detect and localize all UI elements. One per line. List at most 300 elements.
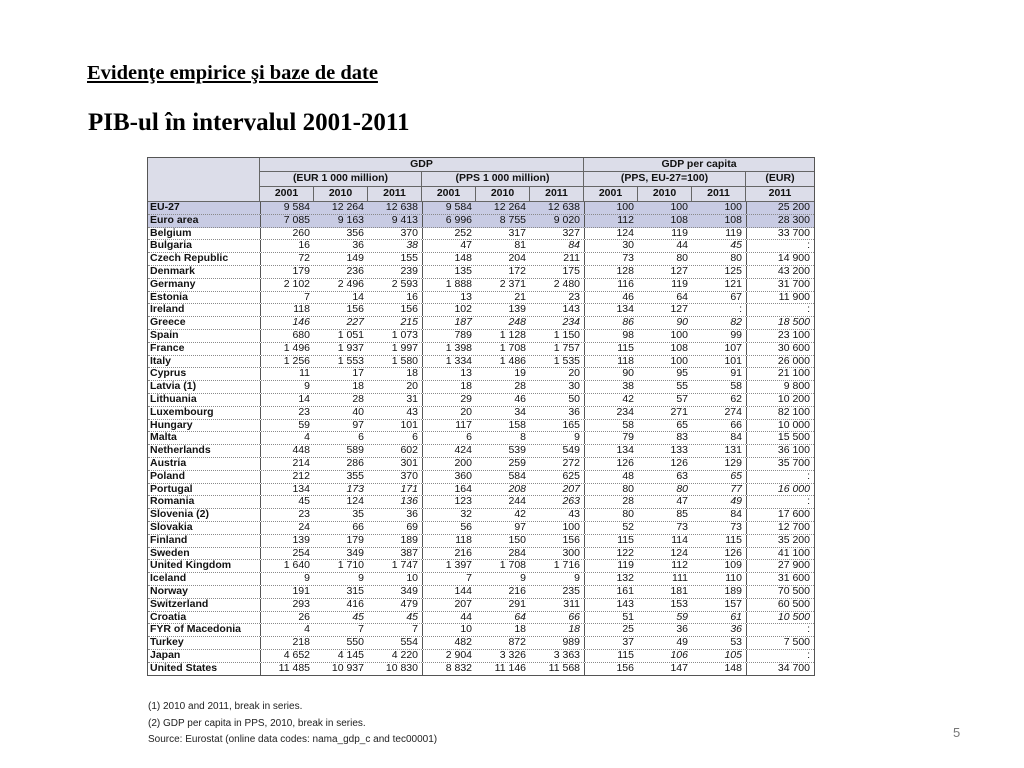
value-cell: 9 584: [422, 202, 476, 214]
value-cell: 4: [260, 624, 314, 636]
value-cell: 86: [584, 317, 638, 329]
header-unit-pps-index: (PPS, EU-27=100): [584, 172, 746, 187]
table-row: [148, 573, 814, 586]
table-row: [148, 330, 814, 343]
header-year: 2011: [746, 187, 814, 202]
value-cell: 33 700: [746, 228, 814, 240]
table-row: [148, 624, 814, 637]
value-cell: 23: [260, 509, 314, 521]
value-cell: :: [746, 496, 814, 508]
value-cell: 8: [520, 432, 526, 444]
value-cell: 112: [584, 215, 638, 227]
value-cell: 208: [508, 483, 526, 495]
value-cell: 121: [724, 278, 742, 290]
value-cell: 100: [584, 202, 638, 214]
value-cell: 7 500: [746, 637, 814, 649]
value-cell: 254: [260, 548, 314, 560]
value-cell: 73: [584, 253, 638, 265]
value-cell: 11 568: [548, 662, 580, 674]
value-cell: 9: [574, 573, 580, 585]
value-cell: 155: [400, 253, 418, 265]
value-cell: 212: [260, 471, 314, 483]
value-cell: 252: [422, 228, 476, 240]
value-cell: 61: [730, 611, 742, 623]
country-name: Croatia: [150, 611, 187, 623]
value-cell: 114: [671, 534, 688, 546]
value-cell: 11 485: [260, 663, 314, 676]
value-cell: 28: [514, 381, 526, 393]
table-row: [148, 420, 814, 433]
value-cell: 9: [358, 573, 364, 585]
value-cell: 101: [400, 419, 418, 431]
value-cell: 100: [724, 202, 742, 213]
value-cell: 6: [422, 432, 476, 444]
value-cell: 14: [260, 394, 314, 406]
value-cell: 147: [670, 662, 688, 674]
value-cell: 1 256: [260, 356, 314, 368]
value-cell: 64: [676, 291, 688, 303]
value-cell: 79: [584, 432, 638, 444]
value-cell: 30: [568, 381, 580, 393]
value-cell: 31: [406, 393, 418, 405]
value-cell: 124: [670, 547, 688, 559]
country-name: United States: [150, 662, 218, 674]
value-cell: 65: [676, 419, 688, 431]
value-cell: 132: [584, 573, 638, 585]
value-cell: 260: [260, 228, 314, 240]
value-cell: 69: [406, 521, 418, 533]
table-row: [148, 381, 814, 394]
value-cell: 124: [346, 496, 364, 508]
value-cell: 172: [508, 265, 526, 277]
value-cell: 234: [562, 317, 580, 329]
table-body: [148, 202, 814, 675]
value-cell: 81: [514, 240, 526, 252]
value-cell: 119: [584, 560, 638, 572]
table-row: [148, 535, 814, 548]
header-gdp: GDP: [260, 158, 584, 172]
value-cell: 115: [584, 535, 638, 547]
value-cell: 44: [676, 240, 688, 252]
value-cell: 25 200: [746, 202, 814, 214]
value-cell: 125: [724, 265, 742, 277]
country-name: Japan: [150, 649, 181, 661]
value-cell: 100: [670, 202, 688, 213]
table-row: [148, 637, 814, 650]
value-cell: 80: [676, 253, 688, 265]
value-cell: 7: [422, 573, 476, 585]
value-cell: 119: [671, 227, 688, 239]
value-cell: 128: [584, 266, 638, 278]
country-name: Bulgaria: [150, 240, 193, 252]
value-cell: 100: [670, 329, 688, 341]
value-cell: 349: [346, 547, 364, 559]
value-cell: 60 500: [746, 599, 814, 611]
value-cell: 7: [412, 624, 418, 636]
footnotes: [148, 699, 437, 749]
value-cell: 46: [514, 393, 526, 405]
value-cell: 2 371: [499, 278, 526, 290]
value-cell: 26 000: [746, 356, 814, 368]
value-cell: 45: [406, 611, 418, 623]
value-cell: 148: [422, 253, 476, 265]
value-cell: 10 500: [746, 612, 814, 624]
value-cell: 1 937: [337, 342, 364, 354]
country-name: EU-27: [150, 202, 180, 213]
value-cell: 14: [352, 291, 364, 303]
value-cell: 239: [400, 265, 418, 277]
value-cell: 161: [584, 586, 638, 598]
country-name: France: [150, 342, 185, 354]
value-cell: 37: [584, 637, 638, 649]
value-cell: 387: [400, 547, 418, 559]
country-name: Italy: [150, 355, 172, 367]
table-row: [148, 202, 814, 215]
value-cell: 56: [422, 522, 476, 534]
value-cell: 10: [406, 573, 418, 585]
value-cell: 131: [724, 445, 742, 457]
value-cell: 38: [406, 240, 418, 252]
country-name: Switzerland: [150, 598, 209, 610]
value-cell: 1 334: [422, 356, 476, 368]
value-cell: 134: [584, 304, 638, 316]
value-cell: 51: [584, 612, 638, 624]
country-name: Poland: [150, 470, 186, 482]
value-cell: 315: [346, 585, 364, 597]
value-cell: 1 398: [422, 343, 476, 355]
value-cell: 23 100: [746, 330, 814, 342]
value-cell: 9 163: [337, 214, 364, 226]
value-cell: 77: [730, 483, 742, 495]
value-cell: 105: [724, 649, 742, 661]
value-cell: 18: [422, 381, 476, 393]
header-year: 2001: [422, 187, 476, 202]
value-cell: 150: [508, 534, 526, 546]
value-cell: 29: [422, 394, 476, 406]
value-cell: 9 800: [746, 381, 814, 393]
value-cell: 146: [260, 317, 314, 329]
value-cell: 9 413: [391, 214, 418, 226]
value-cell: 70 500: [746, 586, 814, 598]
table-row: [148, 317, 814, 330]
value-cell: 20: [568, 368, 580, 380]
value-cell: 45: [352, 611, 364, 623]
value-cell: 101: [724, 355, 742, 367]
value-cell: 272: [562, 457, 580, 469]
value-cell: 143: [584, 599, 638, 611]
value-cell: 106: [670, 649, 688, 661]
value-cell: 115: [584, 650, 638, 662]
country-name: Portugal: [150, 483, 193, 495]
value-cell: 36: [676, 624, 688, 636]
value-cell: 143: [562, 304, 580, 316]
value-cell: 100: [562, 521, 580, 533]
value-cell: 43: [406, 406, 418, 418]
value-cell: 23: [260, 407, 314, 419]
country-name: Netherlands: [150, 445, 211, 457]
value-cell: 602: [400, 445, 418, 457]
value-cell: 7: [358, 624, 364, 636]
table-row: [148, 253, 814, 266]
value-cell: 98: [584, 330, 638, 342]
value-cell: 8 755: [499, 214, 526, 226]
value-cell: 90: [676, 317, 688, 329]
value-cell: 11: [260, 368, 314, 380]
value-cell: 2 593: [391, 278, 418, 290]
value-cell: 66: [568, 611, 580, 623]
value-cell: 6: [358, 432, 364, 444]
value-cell: 2 102: [260, 279, 314, 291]
value-cell: 83: [676, 432, 688, 444]
value-cell: 55: [676, 381, 688, 393]
value-cell: 10 200: [746, 394, 814, 406]
value-cell: 31 700: [746, 279, 814, 291]
country-name: Finland: [150, 534, 188, 546]
value-cell: 80: [730, 253, 742, 265]
header-year: 2010: [314, 187, 368, 202]
value-cell: 1 888: [422, 279, 476, 291]
value-cell: 17 600: [746, 509, 814, 521]
value-cell: 11 146: [494, 662, 526, 674]
country-name: Turkey: [150, 637, 184, 649]
value-cell: 300: [562, 547, 580, 559]
country-name: United Kingdom: [150, 560, 232, 572]
value-cell: 118: [260, 304, 314, 316]
value-cell: 34: [514, 406, 526, 418]
value-cell: 129: [724, 457, 742, 469]
country-name: Cyprus: [150, 368, 187, 380]
table-row: [148, 458, 814, 471]
value-cell: 549: [562, 445, 580, 457]
value-cell: 1 397: [422, 560, 476, 572]
table-row: [148, 394, 814, 407]
value-cell: 115: [725, 534, 742, 546]
table-row: [148, 279, 814, 292]
value-cell: 49: [676, 637, 688, 649]
value-cell: 133: [670, 445, 688, 457]
value-cell: 15 500: [746, 432, 814, 444]
value-cell: 360: [422, 471, 476, 483]
section-heading: Evidenţe empirice şi baze de date: [87, 62, 378, 84]
value-cell: 589: [346, 445, 364, 457]
value-cell: 171: [400, 483, 418, 495]
value-cell: 1 640: [260, 560, 314, 572]
value-cell: 1 535: [553, 355, 580, 367]
value-cell: 349: [400, 585, 418, 597]
value-cell: 9: [574, 432, 580, 444]
value-cell: 100: [670, 355, 688, 367]
table-row: [148, 304, 814, 317]
country-name: Hungary: [150, 419, 193, 431]
value-cell: 1 128: [499, 329, 526, 341]
value-cell: 123: [422, 496, 476, 508]
value-cell: 35: [352, 509, 364, 521]
table-row: [148, 650, 814, 663]
header-unit-eur: (EUR 1 000 million): [260, 172, 422, 187]
value-cell: 36: [730, 624, 742, 636]
value-cell: 2 904: [422, 650, 476, 662]
value-cell: 311: [563, 598, 580, 610]
value-cell: 80: [584, 484, 638, 496]
value-cell: 38: [584, 381, 638, 393]
value-cell: 45: [730, 240, 742, 252]
value-cell: 99: [730, 329, 742, 341]
value-cell: 179: [346, 534, 364, 546]
header-year: 2011: [530, 187, 584, 202]
value-cell: 44: [422, 612, 476, 624]
table-row: [148, 266, 814, 279]
value-cell: 21: [514, 291, 526, 303]
value-cell: 3 363: [553, 649, 580, 661]
value-cell: 218: [260, 637, 314, 649]
value-cell: 301: [400, 457, 418, 469]
value-cell: 14 900: [746, 253, 814, 265]
value-cell: 127: [670, 265, 688, 277]
value-cell: :: [746, 304, 814, 316]
value-cell: 9 584: [260, 202, 314, 214]
table-row: [148, 356, 814, 369]
value-cell: 173: [346, 483, 364, 495]
value-cell: 59: [676, 611, 688, 623]
value-cell: 989: [562, 637, 580, 649]
country-name: Ireland: [150, 304, 185, 316]
value-cell: 32: [422, 509, 476, 521]
value-cell: 234: [584, 407, 638, 419]
table-row: [148, 292, 814, 305]
value-cell: 1 496: [260, 343, 314, 355]
country-name: Slovenia (2): [150, 509, 209, 521]
value-cell: 119: [671, 278, 688, 290]
value-cell: 355: [346, 470, 364, 482]
value-cell: 482: [422, 637, 476, 649]
value-cell: 66: [352, 521, 364, 533]
value-cell: 126: [584, 458, 638, 470]
value-cell: 157: [724, 598, 742, 610]
value-cell: 66: [730, 419, 742, 431]
value-cell: 108: [670, 214, 688, 226]
value-cell: 43 200: [746, 266, 814, 278]
value-cell: 317: [508, 227, 526, 239]
value-cell: 18: [514, 624, 526, 636]
value-cell: 259: [508, 457, 526, 469]
value-cell: 21 100: [746, 368, 814, 380]
value-cell: 17: [352, 368, 364, 380]
value-cell: 1 486: [499, 355, 526, 367]
value-cell: 109: [724, 560, 742, 572]
value-cell: :: [746, 650, 814, 662]
value-cell: 291: [508, 598, 526, 610]
table-row: [148, 509, 814, 522]
value-cell: 28 300: [746, 215, 814, 227]
value-cell: 16 000: [746, 484, 814, 496]
country-name: Romania: [150, 496, 195, 508]
value-cell: 370: [400, 227, 418, 239]
value-cell: 244: [508, 496, 526, 508]
value-cell: 211: [563, 253, 580, 265]
value-cell: 12 264: [493, 202, 526, 213]
country-name: Germany: [150, 278, 196, 290]
value-cell: 539: [508, 445, 526, 457]
value-cell: 47: [676, 496, 688, 508]
value-cell: 18: [406, 368, 418, 380]
value-cell: 62: [730, 393, 742, 405]
value-cell: 1 710: [337, 560, 364, 572]
value-cell: 42: [514, 509, 526, 521]
value-cell: 58: [584, 420, 638, 432]
country-name: Sweden: [150, 547, 190, 559]
value-cell: 789: [422, 330, 476, 342]
value-cell: 23: [568, 291, 580, 303]
value-cell: :: [746, 471, 814, 483]
value-cell: 111: [672, 573, 688, 585]
value-cell: 126: [724, 547, 742, 559]
value-cell: 108: [724, 214, 742, 226]
value-cell: 9: [520, 573, 526, 585]
value-cell: :: [746, 624, 814, 636]
value-cell: 59: [260, 420, 314, 432]
value-cell: 28: [352, 393, 364, 405]
slide-title: PIB-ul în intervalul 2001-2011: [88, 109, 410, 136]
value-cell: 286: [346, 457, 364, 469]
value-cell: 356: [346, 227, 364, 239]
value-cell: 40: [352, 406, 364, 418]
value-cell: 82 100: [746, 407, 814, 419]
value-cell: 189: [400, 534, 418, 546]
country-name: Malta: [150, 432, 177, 444]
value-cell: 13: [422, 368, 476, 380]
value-cell: 26: [260, 612, 314, 624]
value-cell: 1 716: [553, 560, 580, 572]
value-cell: 236: [346, 265, 364, 277]
country-name: Austria: [150, 457, 187, 469]
value-cell: 424: [422, 445, 476, 457]
value-cell: 80: [676, 483, 688, 495]
gdp-table: [147, 157, 815, 676]
value-cell: 52: [584, 522, 638, 534]
value-cell: 448: [260, 445, 314, 457]
value-cell: 554: [400, 637, 418, 649]
value-cell: 28: [584, 496, 638, 508]
value-cell: 1 757: [553, 342, 580, 354]
value-cell: 327: [562, 227, 580, 239]
value-cell: 4 220: [391, 649, 418, 661]
value-cell: 1 747: [391, 560, 418, 572]
value-cell: 214: [260, 458, 314, 470]
value-cell: 27 900: [746, 560, 814, 572]
value-cell: 284: [508, 547, 526, 559]
value-cell: 50: [568, 393, 580, 405]
value-cell: 2 496: [337, 278, 364, 290]
value-cell: 46: [584, 292, 638, 304]
value-cell: 158: [508, 419, 526, 431]
value-cell: 53: [730, 637, 742, 649]
country-name: Estonia: [150, 291, 188, 303]
value-cell: 58: [730, 381, 742, 393]
header-unit-eur-per-capita: (EUR): [746, 172, 814, 187]
value-cell: 82: [730, 317, 742, 329]
table-row: [148, 240, 814, 253]
value-cell: 13: [422, 292, 476, 304]
value-cell: 4 145: [337, 649, 364, 661]
value-cell: 175: [562, 265, 580, 277]
value-cell: 127: [670, 304, 688, 316]
table-header: [148, 158, 814, 202]
value-cell: 84: [568, 240, 580, 252]
value-cell: 293: [260, 599, 314, 611]
source-note: Source: Eurostat (online data codes: nama_gdp_c and tec00001): [148, 734, 438, 745]
value-cell: 126: [670, 457, 688, 469]
value-cell: 584: [508, 470, 526, 482]
